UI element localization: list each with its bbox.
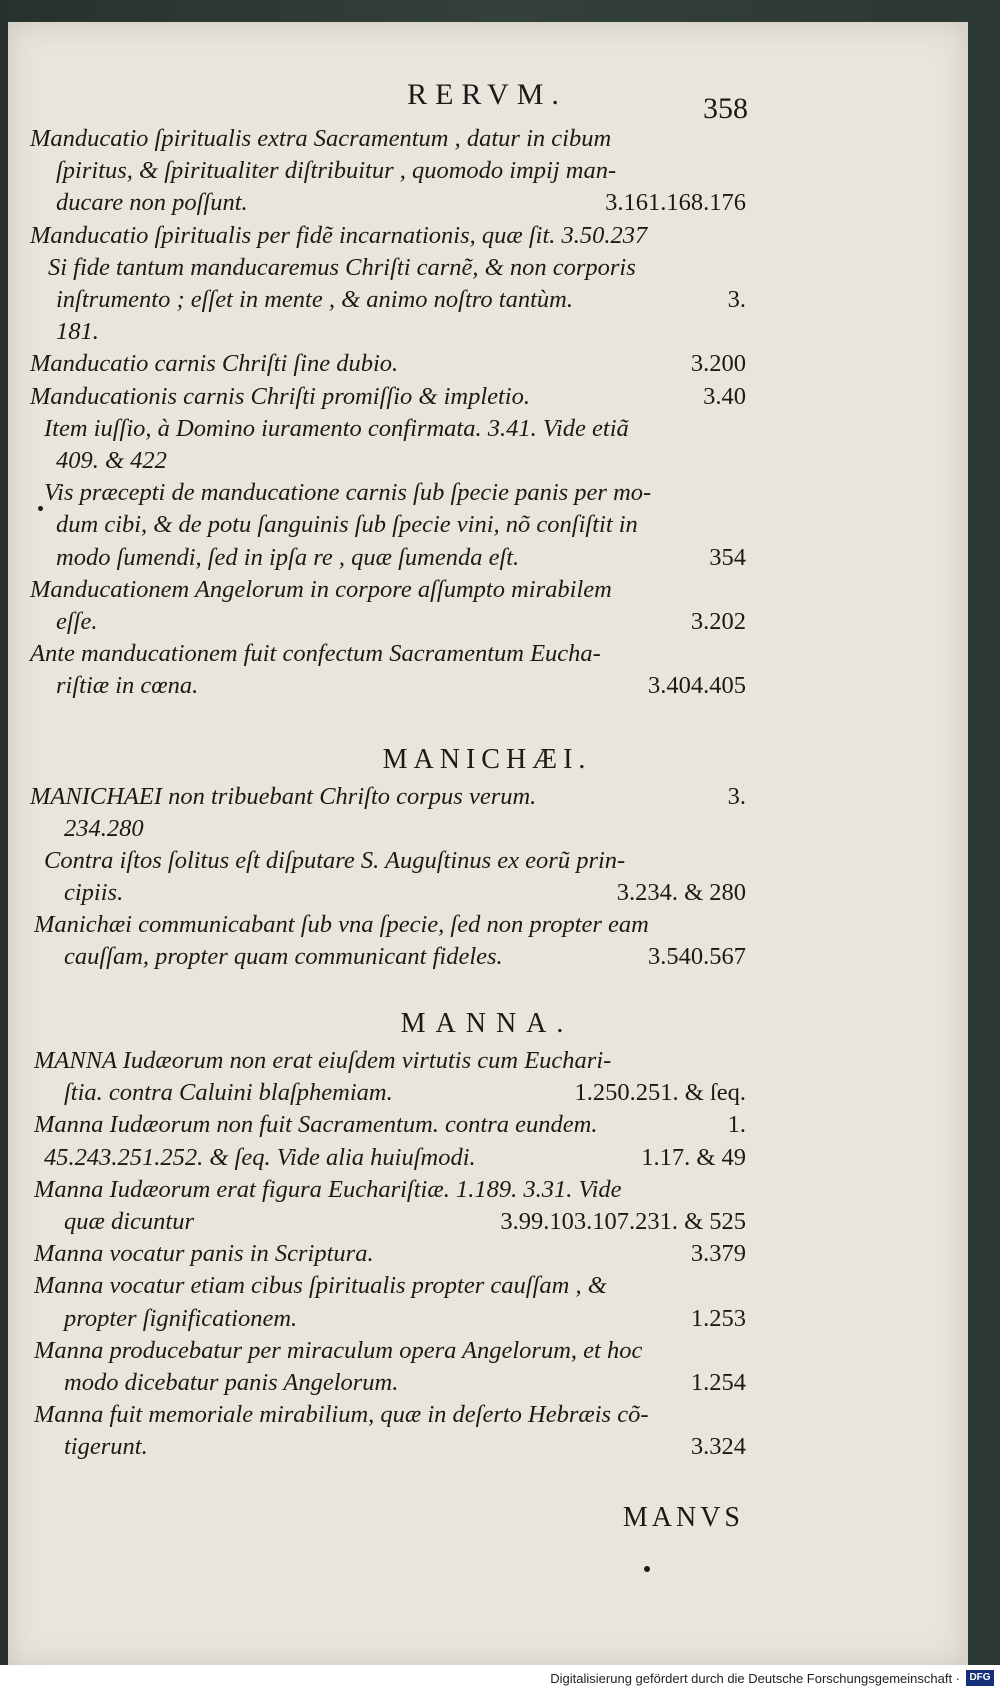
entry-reference: 1.253	[690, 1304, 746, 1332]
entry-reference: 1.254	[690, 1369, 746, 1396]
entry-text: MANNA Iudæorum non erat eiuſdem virtutis cum Euchari-	[34, 1047, 612, 1074]
book-page	[8, 22, 968, 1667]
entry-text: Item iuſſio, à Domino iuramento confirmata. 3.41. Vide etiã	[44, 414, 629, 442]
entry-text: 409. & 422	[56, 447, 167, 474]
entry-text: inſtrumento ; eſſet in mente , & animo noſtro tantùm.	[56, 286, 573, 313]
entry-reference: 3.	[727, 286, 746, 313]
entry-reference: 3.99.103.107.231. & 525	[500, 1208, 746, 1235]
entry-text: Manna vocatur etiam cibus ſpiritualis propter cauſſam , &	[34, 1272, 607, 1300]
entry-reference: 3.200	[690, 350, 746, 378]
entry-text: Ante manducationem fuit confectum Sacramentum Eucha-	[30, 640, 601, 668]
entry-text: Si fide tantum manducaremus Chriſti carnẽ, & non corporis	[48, 253, 636, 281]
entry-text: Manichæi communicabant ſub vna ſpecie, ſed non propter eam	[34, 911, 649, 938]
footer-bar	[0, 1665, 1000, 1694]
running-title: RERVM.	[407, 78, 567, 111]
entry-text: Manna fuit memoriale mirabilium, quæ in deſerto Hebræis cõ-	[34, 1401, 649, 1429]
entry-reference: 354	[709, 543, 746, 571]
entry-text: Manducationis carnis Chriſti promiſſio & impletio.	[30, 382, 530, 410]
heading-manichaei: MANICHÆI.	[382, 744, 592, 775]
entry-text: Manducatio ſpiritualis per fidẽ incarnationis, quæ ſit. 3.50.237	[30, 221, 648, 249]
entry-text: propter ſignificationem.	[64, 1304, 298, 1332]
entry-reference: 3.234. & 280	[616, 879, 746, 906]
entry-reference: 1.17. & 49	[641, 1143, 746, 1171]
entry-text: cauſſam, propter quam communicant fideles.	[64, 943, 503, 970]
heading-manna: MANNA.	[400, 1008, 574, 1039]
entry-text: dum cibi, & de potu ſanguinis ſub ſpecie vini, nõ conſiſtit in	[56, 511, 638, 539]
entry-reference: 3.	[727, 783, 746, 810]
entry-text: Manna Iudæorum erat figura Euchariſtiæ. 1.189. 3.31. Vide	[34, 1175, 622, 1203]
entry-reference: 3.40	[703, 382, 746, 410]
entry-text: quæ dicuntur	[64, 1208, 194, 1235]
entry-text: ducare non poſſunt.	[56, 189, 248, 217]
entry-reference: 3.404.405	[648, 672, 746, 700]
entry-text: modo dicebatur panis Angelorum.	[64, 1369, 399, 1396]
entry-reference: 3.540.567	[648, 943, 746, 970]
entry-text: Vis præcepti de manducatione carnis ſub ſpecie panis per mo-	[44, 479, 652, 507]
entry-text: modo ſumendi, ſed in ipſa re , quæ ſumenda eſt.	[56, 543, 520, 571]
entry-text: ſtia. contra Caluini blaſphemiam.	[64, 1079, 393, 1107]
entry-text: Manna vocatur panis in Scriptura.	[34, 1240, 374, 1268]
footer-credit: Digitalisierung gefördert durch die Deutsche Forschungsgemeinschaft ·	[550, 1671, 960, 1686]
entry-text: Contra iſtos ſolitus eſt diſputare S. Auguſtinus ex eorũ prin-	[44, 847, 626, 874]
entry-reference: 3.161.168.176	[605, 189, 746, 217]
entry-text: MANICHAEI non tribuebant Chriſto corpus verum.	[30, 783, 537, 810]
entry-text: cipiis.	[64, 879, 124, 906]
entry-text: ſpiritus, & ſpiritualiter diſtribuitur , quomodo impij man-	[56, 157, 617, 185]
entry-reference: 3.202	[690, 608, 746, 635]
entry-reference: 3.379	[690, 1240, 746, 1268]
entry-text: 181.	[56, 318, 99, 346]
entry-text: 234.280	[64, 815, 144, 842]
entry-text: Manna producebatur per miraculum opera Angelorum, et hoc	[34, 1336, 643, 1364]
page-number: 358	[703, 92, 748, 125]
marginal-mark	[38, 506, 43, 511]
entry-text: Manna Iudæorum non fuit Sacramentum. contra eundem.	[34, 1111, 598, 1139]
entry-text: Manducatio carnis Chriſti ſine dubio.	[30, 350, 399, 378]
entry-reference: 1.	[727, 1111, 746, 1139]
entry-text: riſtiæ in cœna.	[56, 672, 199, 700]
entry-text: Manducationem Angelorum in corpore aſſumpto mirabilem	[30, 575, 612, 603]
signature-dot	[644, 1566, 650, 1572]
entry-reference: 3.324	[690, 1433, 746, 1461]
entry-reference: 1.250.251. & ſeq.	[574, 1079, 746, 1107]
entry-text: 45.243.251.252. & ſeq. Vide alia huiuſmodi.	[44, 1143, 476, 1171]
entry-text: tigerunt.	[64, 1433, 148, 1461]
entry-text: Manducatio ſpiritualis extra Sacramentum , datur in cibum	[30, 125, 612, 152]
catchword: MANVS	[622, 1502, 744, 1533]
entry-text: eſſe.	[56, 608, 98, 635]
dfg-logo: DFG	[966, 1670, 994, 1686]
